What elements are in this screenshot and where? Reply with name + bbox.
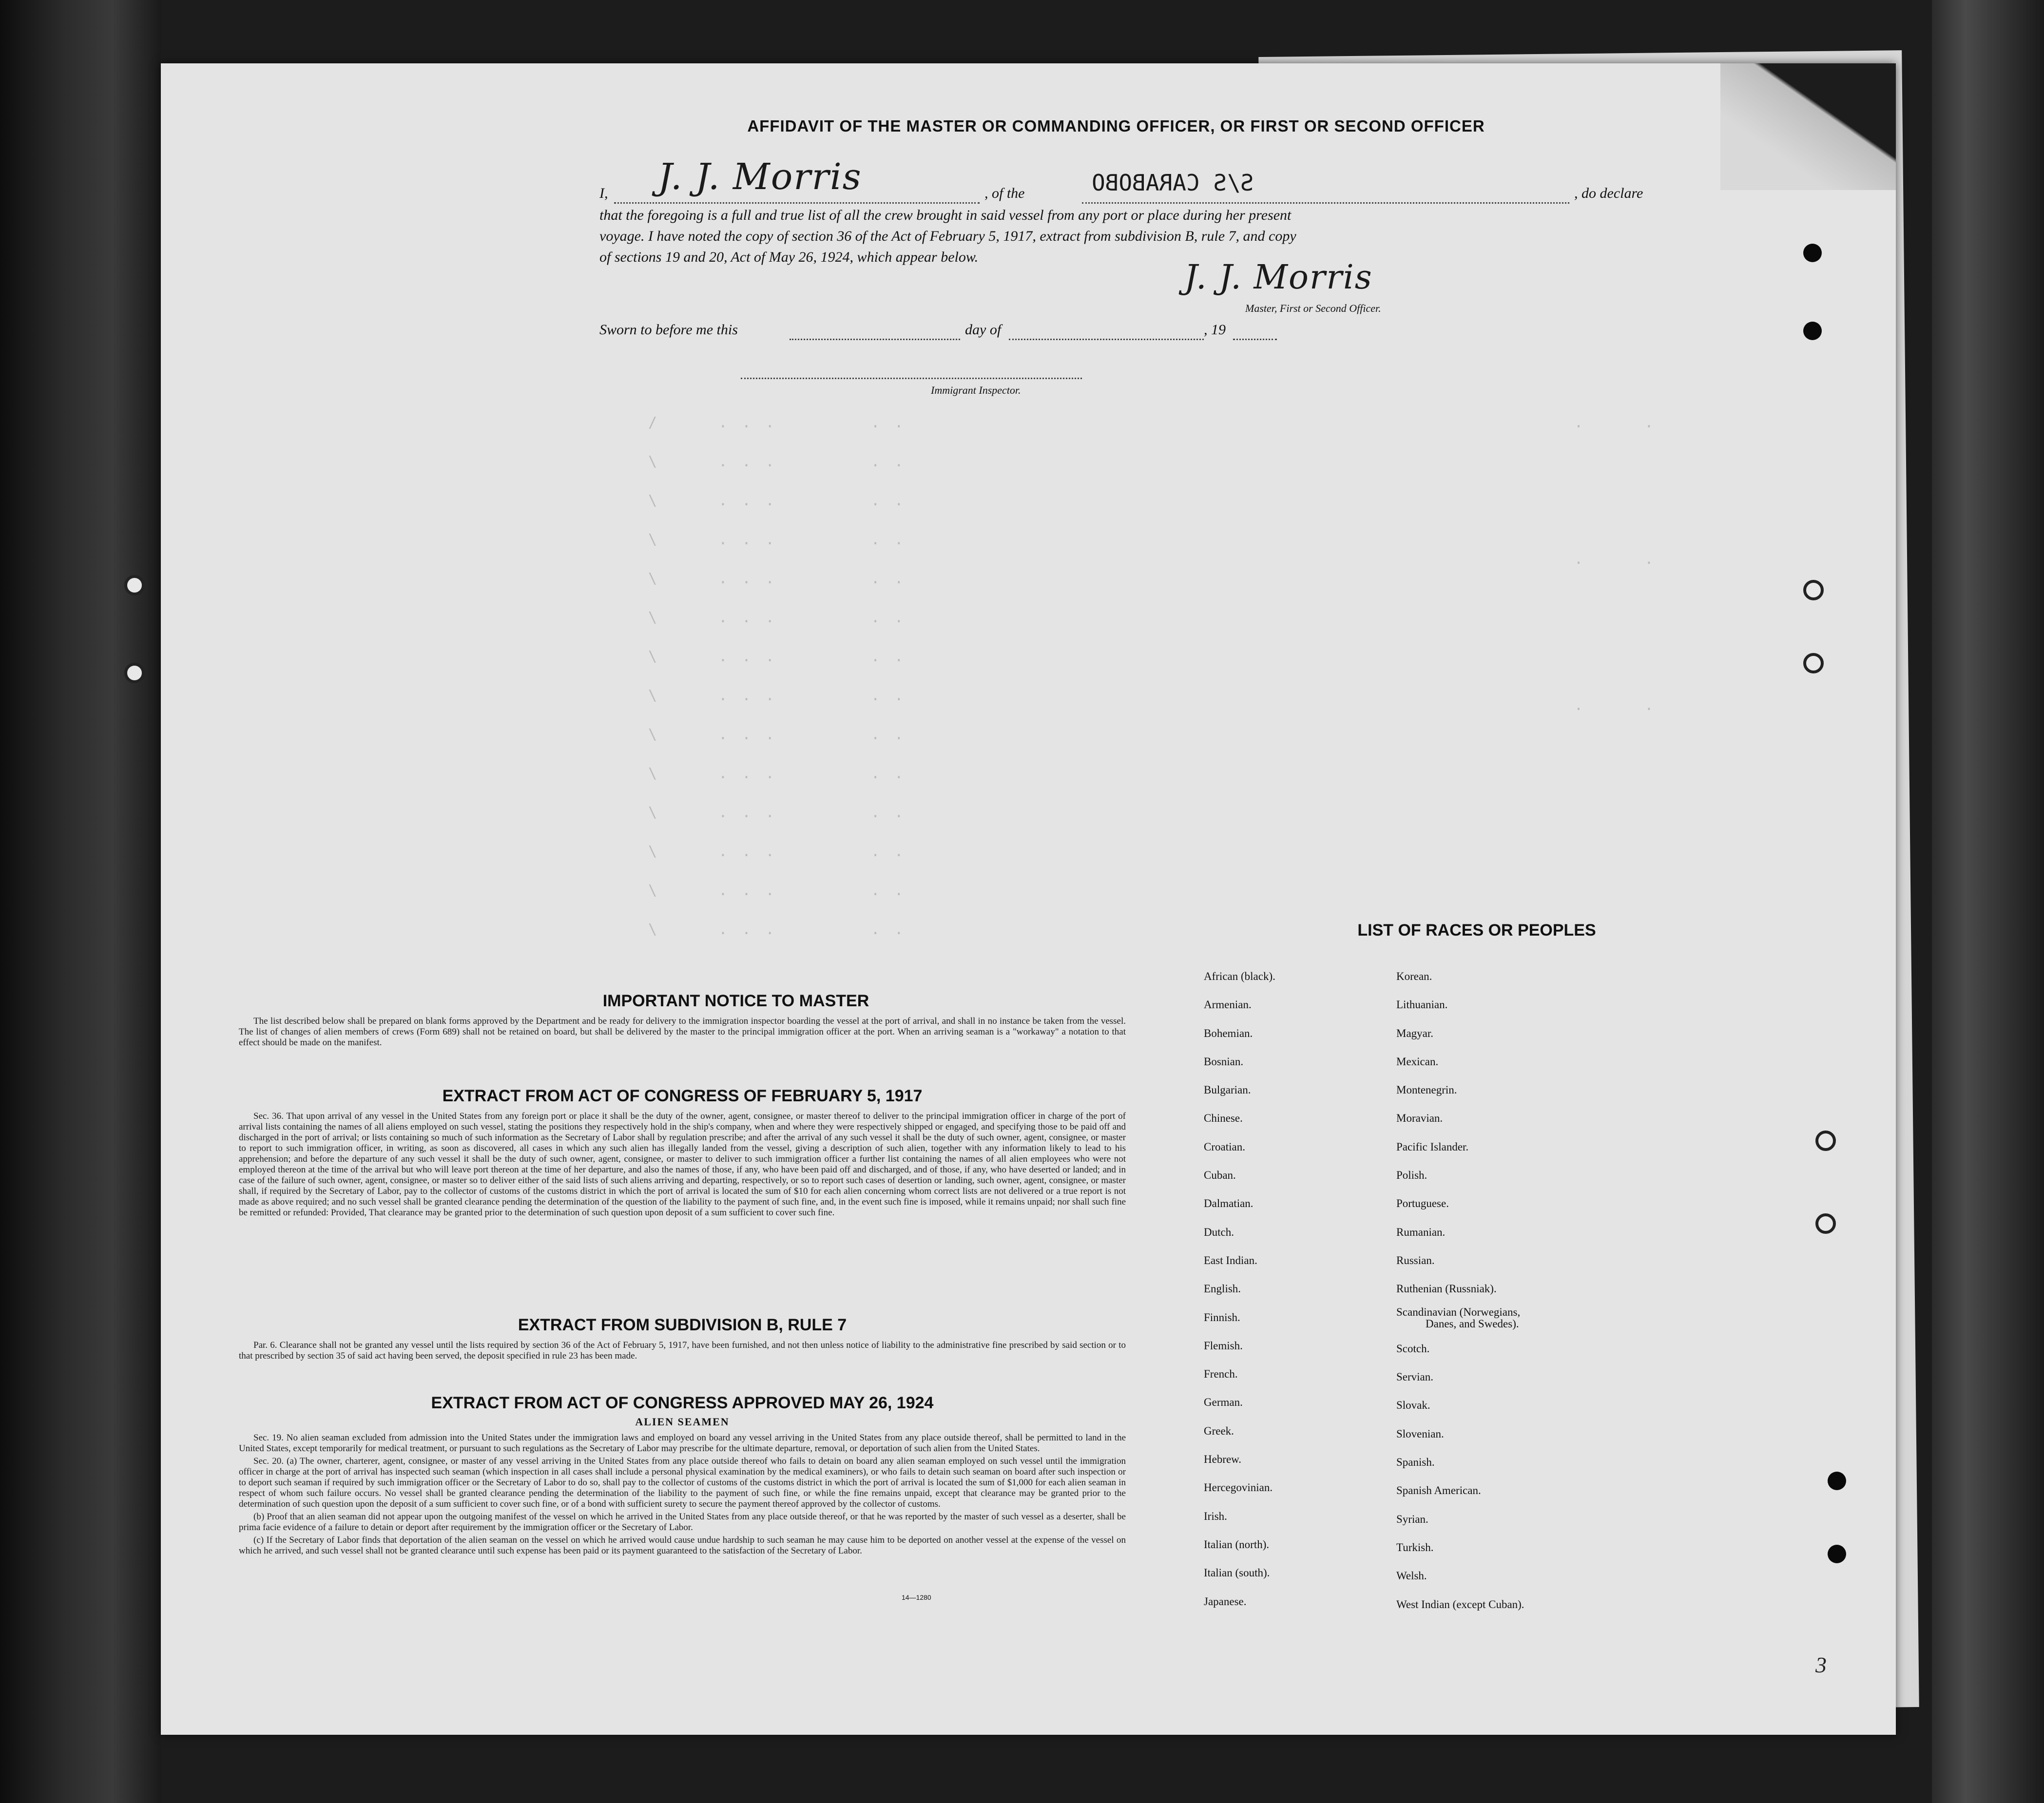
bleed-through-mark: \ . . . . . (648, 570, 906, 587)
list-item: Irish. (1204, 1510, 1227, 1522)
list-item: Lithuanian. (1396, 998, 1448, 1011)
list-item (1396, 1304, 1524, 1335)
list-item: Japanese. (1204, 1595, 1247, 1608)
list-item: Croatian. (1204, 1140, 1245, 1153)
bleed-through-mark: \ . . . . . (648, 765, 906, 782)
affidavit-title: AFFIDAVIT OF THE MASTER OR COMMANDING OFFICER, OR FIRST OR SECOND OFFICER (747, 117, 1485, 135)
of-the-label: , of the (984, 185, 1025, 201)
extract-rule7-body (239, 1340, 1126, 1363)
bleed-through-mark: \ . . . . . (648, 453, 906, 470)
inspector-caption: Immigrant Inspector. (931, 384, 1021, 396)
bleed-through-mark: . . (1574, 414, 1657, 431)
extract-1924-title: EXTRACT FROM ACT OF CONGRESS APPROVED MAY 26, 1924 (431, 1394, 934, 1412)
notice-body (239, 1016, 1126, 1050)
year-label: , 19 (1204, 322, 1226, 338)
document-page (161, 63, 1896, 1735)
bleed-through-mark: \ . . . . . (648, 804, 906, 821)
list-item: Portuguese. (1396, 1197, 1449, 1210)
binder-hole (1803, 653, 1824, 673)
list-item: Finnish. (1204, 1311, 1240, 1323)
list-item: West Indian (except Cuban). (1396, 1598, 1524, 1611)
list-item: Italian (south). (1204, 1567, 1270, 1579)
list-item: Hercegovinian. (1204, 1481, 1273, 1494)
list-item: Magyar. (1396, 1027, 1434, 1039)
extract-rule7-paragraph: Par. 6. Clearance shall not be granted any vessel until the lists required by section 36 of the Act of February 5, 1917, have been furnished, and not then unless notice of liability to the administrative fine prescribed by said section or to that prescribed by section 35 of said act having been served, the deposit specified in rule 23 has been made. (239, 1340, 1126, 1361)
bleed-through-mark: \ . . . . . (648, 648, 906, 665)
signer-handwriting: J. J. Morris (658, 156, 862, 198)
scan-left-edge (0, 0, 161, 1803)
list-item: Pacific Islander. (1396, 1140, 1469, 1153)
list-item: Korean. (1396, 970, 1432, 982)
section-20b-paragraph: (b) Proof that an alien seaman did not appear upon the outgoing manifest of the vessel on which he arrived in the United States from any place outside thereof, or that he was reported by the master of such vessel as a deserter, shall be prima facie evidence of a failure to detain or deport after requirement by the immigration officer or the Secretary of Labor. (239, 1512, 1126, 1533)
scandinavian-line-2: Danes, and Swedes). (1426, 1317, 1519, 1330)
affidavit-body-line-2: voyage. I have noted the copy of section 36 of the Act of February 5, 1917, extract from subdivision B, rule 7, and copy (599, 228, 1296, 244)
bleed-through-mark: \ . . . . . (648, 726, 906, 743)
bleed-through-mark: \ . . . . . (648, 882, 906, 899)
extract-1917-body (239, 1111, 1126, 1220)
vessel-fill-line (1082, 202, 1569, 204)
bleed-through-mark: \ . . . . . (648, 843, 906, 860)
list-item: Dalmatian. (1204, 1197, 1253, 1210)
i-label: I, (599, 185, 608, 201)
list-item: Italian (north). (1204, 1538, 1270, 1551)
sworn-year-fill (1233, 339, 1277, 340)
list-item: Slovenian. (1396, 1427, 1444, 1440)
day-of-label: day of (965, 322, 1002, 338)
list-item: Moravian. (1396, 1112, 1443, 1125)
binder-hole (124, 575, 145, 595)
bleed-through-mark: \ . . . . . (648, 687, 906, 704)
extract-rule7-title: EXTRACT FROM SUBDIVISION B, RULE 7 (518, 1316, 847, 1334)
signer-fill-line (614, 202, 980, 204)
races-title: LIST OF RACES OR PEOPLES (1357, 921, 1596, 940)
list-item: German. (1204, 1396, 1243, 1409)
list-item: Slovak. (1396, 1399, 1430, 1412)
list-item: Ruthenian (Russniak). (1396, 1283, 1497, 1295)
list-item: Polish. (1396, 1169, 1427, 1182)
binder-hole (1815, 1131, 1836, 1151)
bleed-through-mark: \ . . . . . (648, 921, 906, 938)
signature-handwriting: J. J. Morris (1184, 258, 1373, 297)
inspector-signature-line (741, 378, 1082, 379)
binder-hole (1828, 1545, 1846, 1563)
section-20a-paragraph: Sec. 20. (a) The owner, charterer, agent, consignee, or master of any vessel arriving in the United States from any place outside thereof who fails to detain on board any alien seaman employed on such vessel until the immigration officer in charge at the port of arrival has inspected such seaman (which inspection in all cases shall include a personal physical examination by the medical examiners), or who fails to detain such seaman on board after such inspection or to deport such seaman if required by such immigration officer or the Secretary of Labor to do so, shall pay to the collector of customs of the customs district in which the port of arrival is located the sum of $1,000 for each alien seaman in respect of whom such failure occurs. No vessel shall be granted clearance pending the determination of the liability to the payment of such fine, or while the fine remains unpaid, except that clearance may be granted prior to the determination of such question upon the deposit of a sum sufficient to cover such fine, or of a bond with sufficient surety to secure the payment thereof approved by the collector of customs. (239, 1456, 1126, 1509)
section-20c-paragraph: (c) If the Secretary of Labor finds that deportation of the alien seaman on the vessel on which he arrived would cause undue hardship to such seaman he may cause him to be deported on another vessel at the expense of the vessel on which he arrived, and such vessel shall not be granted clearance until such expense has been paid or its payment guaranteed to the satisfaction of the Secretary of Labor. (239, 1535, 1126, 1556)
bleed-through-mark: \ . . . . . (648, 531, 906, 548)
folded-corner (1720, 63, 1896, 190)
list-item: Chinese. (1204, 1112, 1243, 1125)
binder-hole (124, 663, 145, 683)
extract-1924-body (239, 1433, 1126, 1558)
binder-hole (1803, 322, 1822, 340)
sworn-label: Sworn to before me this (599, 322, 738, 338)
extract-1917-paragraph: Sec. 36. That upon arrival of any vessel in the United States from any foreign port or place it shall be the duty of the owner, agent, consignee, or master thereof to deliver to the principal immigration officer in charge of the port of arrival lists containing the names of all aliens employed on such vessel, stating the positions they respectively hold in the ship's company, when and where they were respectively shipped or engaged, and specifying those to be paid off and discharged in the port of arrival; or lists containing so much of such information as the Secretary of Labor shall by regulation prescribe; and after the arrival of any such vessel it shall be the duty of such owner, agent, consignee, or master to report to such immigration officer, in writing, as soon as discovered, all cases in which any such alien has illegally landed from the vessel, giving a description of such alien, together with any information likely to lead to his apprehension; and before the departure of any such vessel it shall be the duty of such owner, agent, consignee, or master to deliver to such immigration officer a further list containing the names of all alien employees who were not employed thereon at the time of the arrival but who will leave port thereon at the time of her departure, and also the names of those, if any, who have been paid off and discharged, and of those, if any, who have deserted or landed; and in case of the failure of such owner, agent, consignee, or master so to deliver either of the said lists of such aliens arriving and departing, respectively, or so to report such cases of desertion or landing, such owner, agent, consignee, or master shall, if required by the Secretary of Labor, pay to the collector of customs of the customs district in which the port of arrival is located the sum of $10 for each alien concerning whom correct lists are not delivered or a true report is not made as above required; and no such vessel shall be granted clearance pending the determination of the question of the liability to the payment of such fine, and, in the event such fine is imposed, while it remains unpaid; nor shall such fine be remitted or refunded: Provided, That clearance may be granted prior to the determination of such question upon deposit of a sum sufficient to cover such fine. (239, 1111, 1126, 1218)
list-item: Dutch. (1204, 1226, 1234, 1238)
list-item: French. (1204, 1368, 1238, 1381)
list-item: Cuban. (1204, 1169, 1236, 1182)
bleed-through-mark: . . (1574, 697, 1657, 714)
list-item: Rumanian. (1396, 1226, 1446, 1238)
bleed-through-mark: \ . . . . . (648, 492, 906, 509)
list-item: Bohemian. (1204, 1027, 1253, 1039)
list-item: Greek. (1204, 1424, 1234, 1437)
list-item: Flemish. (1204, 1339, 1243, 1352)
section-19-paragraph: Sec. 19. No alien seaman excluded from admission into the United States under the immigration laws and employed on board any vessel arriving in the United States from any place outside thereof, shall be permitted to land in the United States, except temporarily for medical treatment, or pursuant to such regulations as the Secretary of Labor may prescribe for the ultimate departure, removal, or deportation of such alien from the United States. (239, 1433, 1126, 1454)
list-item: Bulgarian. (1204, 1084, 1251, 1096)
bleed-through-mark: . . (1574, 551, 1657, 568)
list-item: Armenian. (1204, 998, 1252, 1011)
list-item: Welsh. (1396, 1570, 1427, 1582)
do-declare-label: , do declare (1574, 185, 1643, 201)
list-item: English. (1204, 1283, 1241, 1295)
notice-paragraph: The list described below shall be prepared on blank forms approved by the Department and be ready for delivery to the immigration inspector boarding the vessel at the port of arrival, and shall in no instance be taken from the vessel. The list of changes of alien members of crews (Form 689) shall not be retained on board, but shall be delivered by the master to the principal immigration officer at the port. When an arriving seaman is a "workaway" a notation to that effect should be made on the manifest. (239, 1016, 1126, 1048)
scan-right-edge (1932, 0, 2044, 1803)
races-right-column (1396, 962, 1524, 1619)
list-item: Bosnian. (1204, 1055, 1244, 1068)
scandinavian-line-1: Scandinavian (Norwegians, (1396, 1305, 1521, 1318)
form-number: 14—1280 (902, 1593, 931, 1601)
extract-1917-title: EXTRACT FROM ACT OF CONGRESS OF FEBRUARY 5, 1917 (442, 1087, 923, 1105)
list-item: Montenegrin. (1396, 1084, 1457, 1096)
list-item: Scotch. (1396, 1342, 1430, 1355)
binder-hole (1815, 1213, 1836, 1234)
list-item: Hebrew. (1204, 1453, 1242, 1466)
list-item: East Indian. (1204, 1254, 1257, 1266)
list-item: Russian. (1396, 1254, 1435, 1266)
list-item: Servian. (1396, 1371, 1434, 1383)
affidavit-body-line-3: of sections 19 and 20, Act of May 26, 1924, which appear below. (599, 249, 979, 265)
sworn-month-fill (1009, 339, 1204, 340)
page-number: 3 (1815, 1652, 1827, 1677)
list-item: Syrian. (1396, 1513, 1428, 1525)
vessel-handwriting: S/S CARABOBO (1092, 170, 1254, 196)
list-item: African (black). (1204, 970, 1275, 982)
affidavit-body-line-1: that the foregoing is a full and true list of all the crew brought in said vessel from any port or place during her present (599, 207, 1292, 223)
list-item: Spanish. (1396, 1456, 1435, 1469)
signature-caption: Master, First or Second Officer. (1245, 302, 1381, 314)
notice-title: IMPORTANT NOTICE TO MASTER (602, 992, 869, 1010)
alien-seamen-subtitle: ALIEN SEAMEN (635, 1416, 730, 1428)
binder-hole (1803, 580, 1824, 600)
list-item: Spanish American. (1396, 1484, 1481, 1497)
binder-hole (1828, 1472, 1846, 1490)
bleed-through-mark: \ . . . . . (648, 609, 906, 626)
bleed-through-mark: / . . . . . (648, 414, 906, 431)
races-left-column (1204, 962, 1275, 1616)
binder-hole (1803, 244, 1822, 262)
list-item: Mexican. (1396, 1055, 1439, 1068)
list-item: Turkish. (1396, 1541, 1434, 1554)
sworn-day-fill (790, 339, 960, 340)
